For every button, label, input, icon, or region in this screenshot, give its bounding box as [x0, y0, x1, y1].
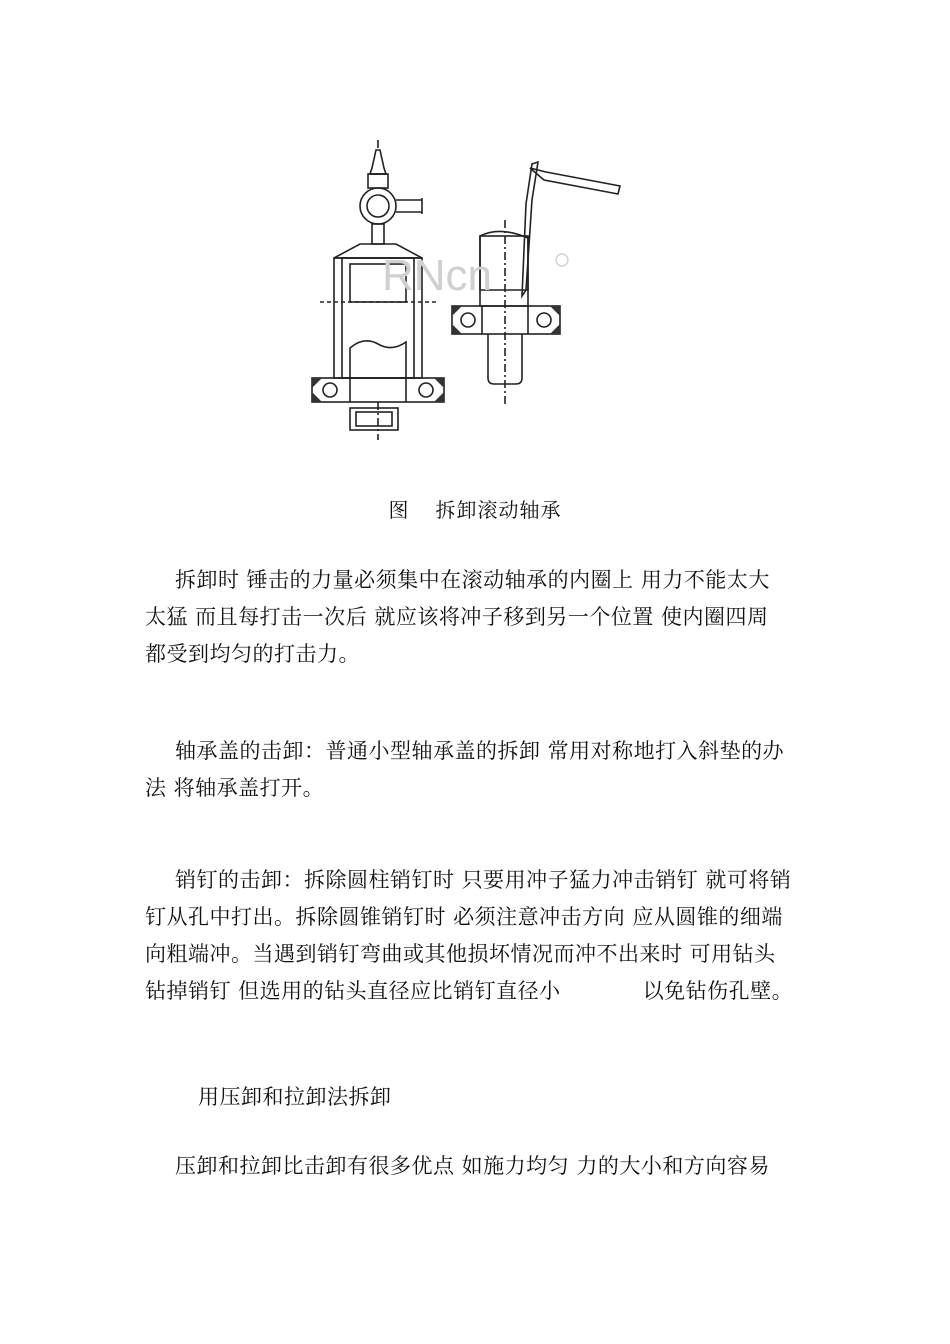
text-line: 钉从孔中打出。拆除圆锥销钉时 必须注意冲击方向 应从圆锥的细端: [145, 905, 783, 929]
text-line: 拆卸时 锤击的力量必须集中在滚动轴承的内圈上 用力不能太大: [175, 568, 770, 592]
text-line: 销钉的击卸：拆除圆柱销钉时 只要用冲子猛力冲击销钉 就可将销: [175, 868, 792, 892]
figure-caption: [0, 494, 950, 523]
bearing-removal-figure: [300, 140, 630, 440]
bearing-removal-drawing: [300, 140, 630, 440]
paragraph-hammer-force: [145, 562, 810, 673]
text-line: 都受到均匀的打击力。: [145, 642, 360, 666]
text-segment: 以免钻伤孔壁。: [642, 979, 794, 1003]
text-line: 法 将轴承盖打开。: [145, 776, 325, 800]
watermark-logo: RNcn: [382, 251, 493, 300]
text-line: 太猛 而且每打击一次后 就应该将冲子移到另一个位置 使内圈四周: [145, 605, 769, 629]
figure-label: 图: [388, 498, 410, 522]
text-line: 压卸和拉卸比击卸有很多优点 如施力均匀 力的大小和方向容易: [175, 1154, 770, 1178]
text-segment: 钻掉销钉 但选用的钻头直径应比销钉直径小: [145, 979, 561, 1003]
figure-caption-text: 拆卸滚动轴承: [435, 498, 562, 522]
text-line: 轴承盖的击卸：普通小型轴承盖的拆卸 常用对称地打入斜垫的办: [175, 739, 785, 763]
text-line: [145, 973, 810, 1010]
text-line: 向粗端冲。当遇到销钉弯曲或其他损坏情况而冲不出来时 可用钻头: [145, 942, 776, 966]
section-heading: 用压卸和拉卸法拆卸: [198, 1085, 392, 1109]
paragraph-press-pull: [145, 1148, 810, 1185]
paragraph-bearing-cover: [145, 733, 810, 807]
paragraph-pin-removal: [145, 862, 810, 1010]
